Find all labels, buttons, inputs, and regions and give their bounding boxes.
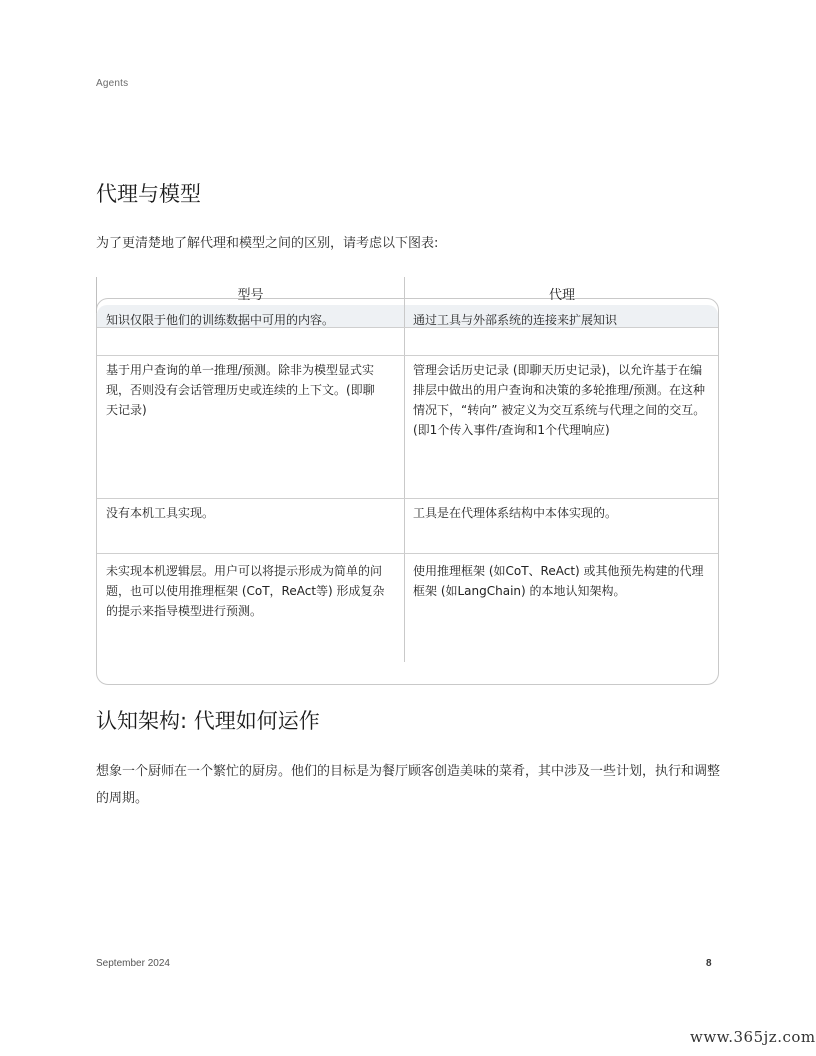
table-cell-agent-row1: 通过工具与外部系统的连接来扩展知识 <box>413 313 618 327</box>
table-cell-model-row2: 基于用户查询的单一推理/预测。除非为模型显式实现，否则没有会话管理历史或连续的上下文。(即聊天记录) <box>106 363 375 417</box>
section2-intro-paragraph: 想象一个厨师在一个繁忙的厨房。他们的目标是为餐厅顾客创造美味的菜肴，其中涉及一些计划，执行和调整的周期。 <box>96 764 721 806</box>
table-cell-agent-row4: 使用推理框架 (如CoT、ReAct) 或其他预先构建的代理框架 (如LangChain) 的本地认知架构。 <box>413 564 704 598</box>
section-title-agents-vs-models: 代理与模型 <box>96 182 201 206</box>
watermark-text: www.365jz.com <box>690 1028 816 1046</box>
row-divider <box>97 553 718 554</box>
table-column-divider <box>404 277 405 662</box>
running-header: Agents <box>96 78 129 89</box>
section-title-cognitive-architecture: 认知架构: 代理如何运作 <box>96 709 320 733</box>
table-frame <box>96 298 719 685</box>
table-cell-model-row3: 没有本机工具实现。 <box>106 506 215 520</box>
table-cell-agent-row3: 工具是在代理体系结构中本体实现的。 <box>413 506 618 520</box>
column-header-model: 型号 <box>237 288 264 303</box>
footer-date: September 2024 <box>96 958 170 969</box>
table-cell-model-row4: 未实现本机逻辑层。用户可以将提示形成为简单的问题，也可以使用推理框架 (CoT，ReAct等) 形成复杂的提示来指导模型进行预测。 <box>106 564 385 618</box>
column-header-agent: 代理 <box>548 288 575 303</box>
row-divider <box>97 355 718 356</box>
table-cell-model-row1: 知识仅限于他们的训练数据中可用的内容。 <box>106 313 335 327</box>
section-intro-paragraph: 为了更清楚地了解代理和模型之间的区别，请考虑以下图表: <box>96 236 439 251</box>
row-divider <box>97 498 718 499</box>
page-number: 8 <box>706 958 712 969</box>
table-cell-agent-row2: 管理会话历史记录 (即聊天历史记录)，以允许基于在编排层中做出的用户查询和决策的多轮推理/预测。在这种情况下，“转向” 被定义为交互系统与代理之间的交互。(即1个传入事件/查询和1个代理响应) <box>413 363 706 437</box>
